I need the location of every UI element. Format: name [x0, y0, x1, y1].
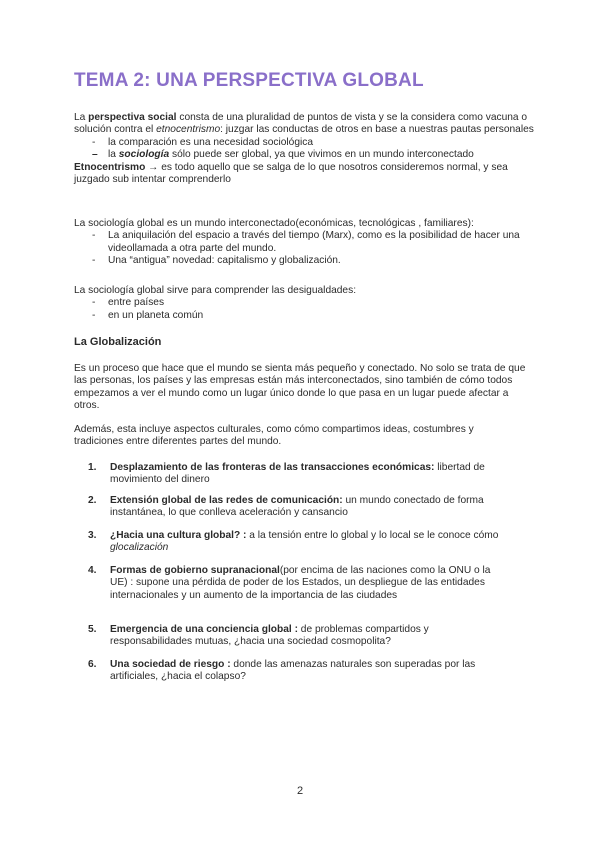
intro-section	[74, 112, 534, 186]
numbered-item: 2. Extensión global de las redes de comunicación: un mundo conectado de forma instantánea, lo que conlleva aceleración y cansancio	[88, 495, 484, 519]
page-title: TEMA 2: UNA PERSPECTIVA GLOBAL	[74, 70, 424, 91]
numbered-item: 3. ¿Hacia una cultura global? : a la tensión entre lo global y lo local se le conoce cómo glocalización	[88, 530, 499, 554]
numbered-item: 4. Formas de gobierno supranacional(por encima de las naciones como la ONU o la UE) : supone una pérdida de poder de los Estados, un despliegue de las entidades internacionales y un aumento de la importancia de las ciudades	[88, 565, 491, 601]
dash-marker: -	[92, 136, 96, 148]
intro-paragraph: La perspectiva social consta de una pluralidad de puntos de vista y se la considera como vacuna o solución contra el etnocentrismo: juzgar las conductas de otros en base a nuestras pautas personales	[74, 112, 534, 136]
numbered-item: 5. Emergencia de una conciencia global : de problemas compartidos y responsabilidades mutuas, ¿hacia una sociedad cosmopolita?	[88, 624, 429, 648]
dash-marker: -	[92, 230, 96, 242]
dash-marker: -	[92, 297, 96, 309]
section-heading: La Globalización	[74, 336, 162, 348]
desigualdades-lead: La sociología global sirve para comprender las desigualdades:	[74, 285, 357, 296]
globalizacion-p2: Además, esta incluye aspectos culturales, como cómo compartimos ideas, costumbres y tradiciones entre diferentes partes del mundo.	[74, 424, 474, 448]
sociologia-term: sociología	[118, 149, 170, 161]
dash-marker: –	[92, 149, 98, 161]
list-item: - entre países	[92, 297, 165, 309]
desigualdades-section	[74, 285, 534, 322]
global-section	[74, 218, 534, 268]
perspectiva-social-term: perspectiva social	[88, 112, 177, 123]
etnocentrismo-term: etnocentrismo	[156, 124, 221, 136]
list-item: - Una “antigua” novedad: capitalismo y globalización.	[92, 255, 341, 267]
numbered-item: 6. Una sociedad de riesgo : donde las amenazas naturales son superadas por las artificiales, ¿hacia el colapso?	[88, 659, 476, 683]
page-number: 2	[296, 785, 304, 797]
etnocentrismo-definition: Etnocentrismo → es todo aquello que se salga de lo que nosotros consideremos normal, y sea juzgado sub intentar comprenderlo	[74, 161, 508, 186]
numbered-item: 1. Desplazamiento de las fronteras de las transacciones económicas: libertad de movimiento del dinero	[88, 462, 485, 486]
global-lead: La sociología global es un mundo interconectado(económicas, tecnológicas , familiares):	[74, 218, 474, 229]
list-item: - la comparación es una necesidad sociológica	[92, 136, 314, 148]
list-item: – la sociología sólo puede ser global, ya que vivimos en un mundo interconectado	[92, 149, 474, 161]
globalizacion-p1: Es un proceso que hace que el mundo se sienta más pequeño y conectado. No solo se trata de que las personas, los países y las empresas están más interconectados, sino también de cómo todos empezamos a ver el mundo como un lugar único donde lo que pasa en un lugar puede afectar a otros.	[74, 363, 526, 412]
dash-marker: -	[92, 309, 96, 321]
list-item: - La aniquilación del espacio a través del tiempo (Marx), como es la posibilidad de hacer una videollamada a otra parte del mundo.	[92, 230, 520, 254]
list-item: - en un planeta común	[92, 309, 204, 321]
dash-marker: -	[92, 255, 96, 267]
